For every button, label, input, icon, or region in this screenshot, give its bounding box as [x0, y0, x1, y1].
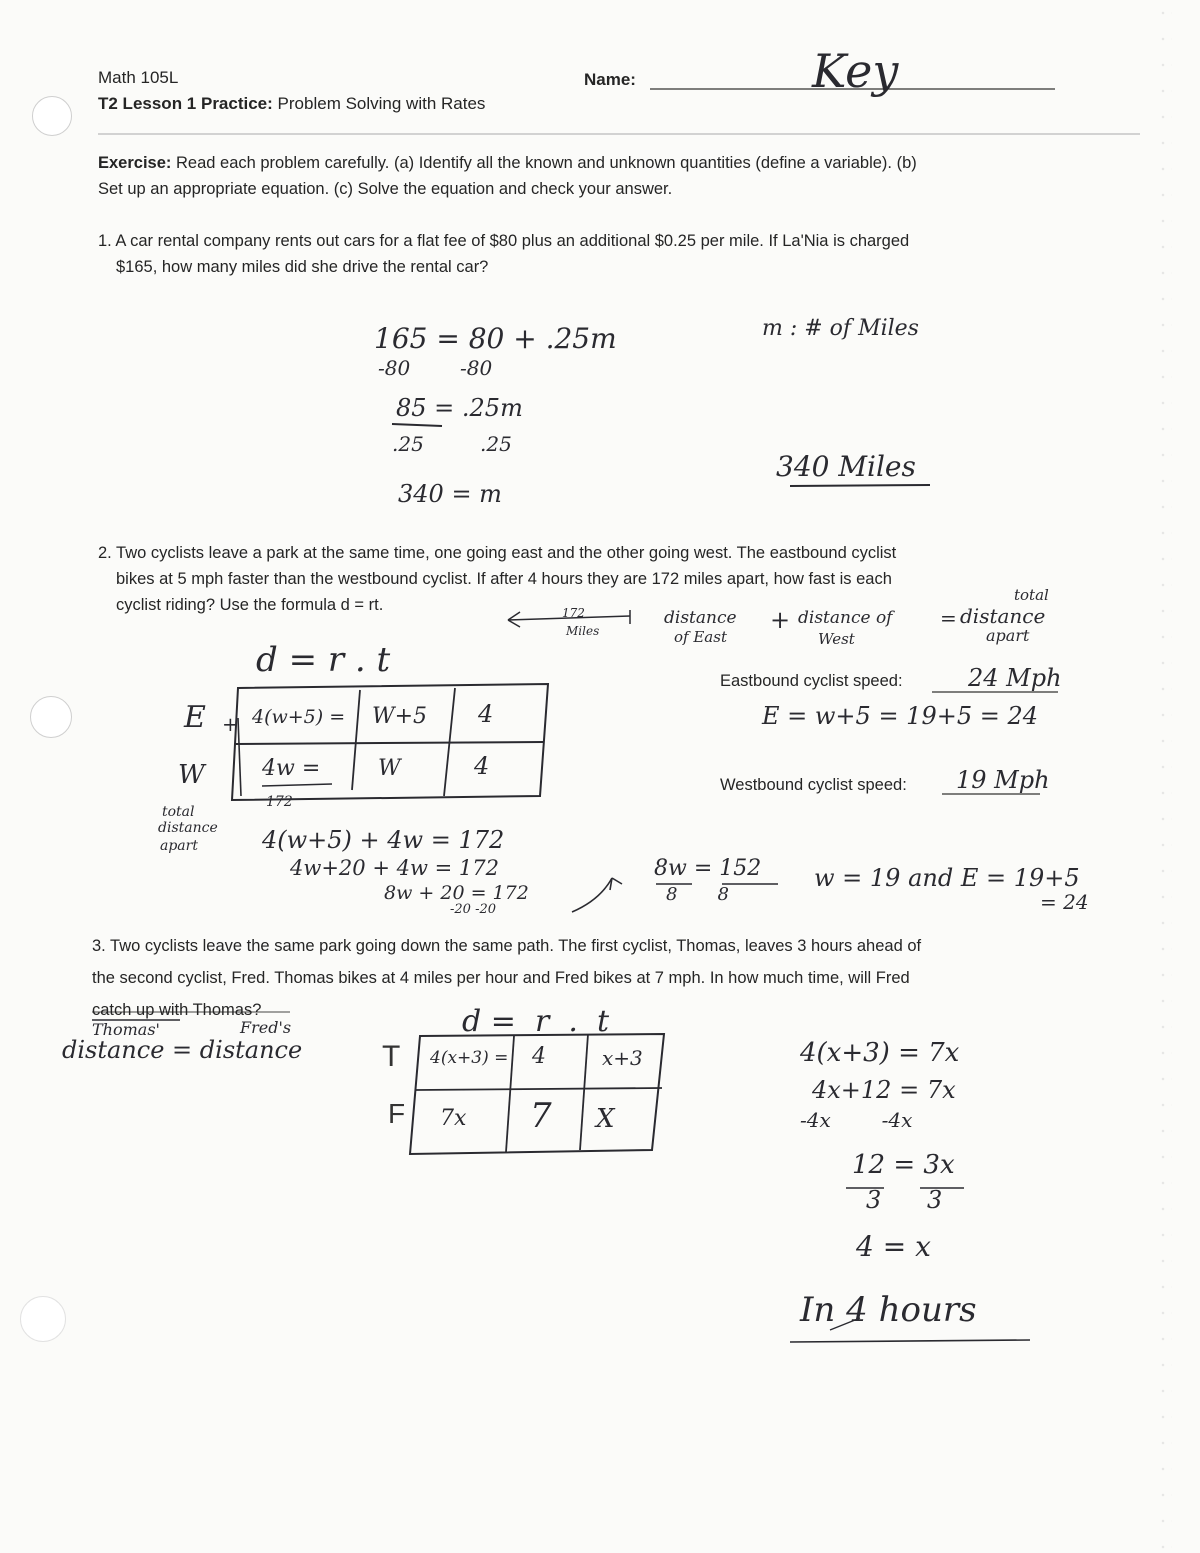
p2-total-3: apart: [986, 626, 1030, 645]
p2-work-result: w = 19 and E = 19+5: [814, 864, 1080, 892]
westbound-speed-label: Westbound cyclist speed:: [720, 776, 907, 794]
eastbound-speed-label: Eastbound cyclist speed:: [720, 672, 903, 690]
p2-dist-east-2: of East: [674, 628, 727, 646]
p3-work-equation-2: 4x+12 = 7x: [812, 1076, 956, 1104]
eastbound-speed-answer[interactable]: 24 Mph: [968, 664, 1062, 692]
p2-row-e-time: 4: [478, 700, 494, 728]
p2-side-note-1: total: [162, 804, 195, 820]
westbound-speed-answer[interactable]: 19 Mph: [956, 766, 1050, 794]
p2-side-note-3: apart: [160, 838, 198, 854]
p1-divide-left: .25: [392, 432, 424, 456]
p2-dist-east-1: distance: [664, 608, 737, 628]
p1-variable-definition: m : # of Miles: [762, 316, 919, 341]
p2-row-e-plus: +: [222, 712, 239, 736]
p2-total-2: distance: [960, 604, 1046, 628]
p3-work-equation-3: 12 = 3x: [852, 1150, 955, 1180]
p2-work-equation-4: 8w = 152: [654, 856, 762, 881]
problem-2-line1: 2. Two cyclists leave a park at the same time, one going east and the other going west. The eastbound cyclist: [98, 544, 897, 562]
p3-answer: In 4 hours: [800, 1290, 977, 1330]
p2-work-equation-3: 8w + 20 = 172: [384, 882, 529, 904]
p3-row-f-label: F: [388, 1098, 406, 1129]
p2-row-e-rate: W+5: [372, 704, 428, 729]
p2-arrow-label-miles: Miles: [566, 624, 600, 638]
p3-row-t-distance: 4(x+3) =: [430, 1048, 509, 1068]
p3-row-f-rate: 7: [530, 1096, 552, 1136]
p2-work-equation-3-subtract: -20 -20: [450, 902, 497, 917]
problem-3-line3: catch up with Thomas?: [92, 1001, 262, 1019]
p3-work-equation-4: 4 = x: [856, 1230, 931, 1263]
p1-equation-3: 340 = m: [398, 480, 502, 508]
p3-row-f-time: X: [596, 1104, 615, 1134]
p2-work-equation-2: 4w+20 + 4w = 172: [290, 856, 499, 880]
p2-row-e-label: E: [184, 700, 206, 735]
name-field[interactable]: Key: [812, 44, 899, 98]
p2-dist-west-2: West: [818, 630, 855, 648]
problem-2-line2: bikes at 5 mph faster than the westbound cyclist. If after 4 hours they are 172 miles apart, how fast is each: [116, 570, 892, 588]
lesson-title: [98, 94, 485, 114]
p1-answer: 340 Miles: [776, 450, 916, 483]
p1-equation-2: 85 = .25m: [396, 394, 523, 422]
p2-work-result-2: = 24: [1040, 890, 1089, 914]
p2-side-note-2: distance: [158, 820, 218, 836]
p3-thomas-label: Thomas': [92, 1020, 160, 1039]
p2-total-1: total: [1014, 586, 1049, 604]
p3-work-equation-1: 4(x+3) = 7x: [800, 1038, 960, 1068]
p2-arrow-label-172: 172: [562, 606, 585, 620]
p2-table-header: d = r . t: [256, 640, 391, 680]
problem-2-line3: cyclist riding? Use the formula d = rt.: [116, 596, 384, 614]
lesson-topic: Problem Solving with Rates: [277, 94, 486, 113]
p1-subtract-right: -80: [460, 356, 493, 380]
p3-fred-label: Fred's: [240, 1018, 292, 1037]
p2-equals: =: [940, 606, 957, 630]
problem-3-line2: the second cyclist, Fred. Thomas bikes at 4 miles per hour and Fred bikes at 7 mph. In how much time, will Fred: [92, 969, 910, 987]
p3-distance-equation: distance = distance: [62, 1036, 303, 1064]
p3-row-f-distance: 7x: [440, 1106, 467, 1131]
p3-row-t-label: T: [382, 1040, 401, 1073]
problem-1-line1: 1. A car rental company rents out cars for a flat fee of $80 plus an additional $0.25 per mile. If La'Nia is charged: [98, 232, 910, 250]
exercise-instructions: [98, 150, 917, 202]
p2-work-equation-4-divide: 8 8: [666, 884, 729, 905]
p2-row-w-distance: 4w =: [262, 756, 321, 781]
exercise-text-line2: Set up an appropriate equation. (c) Solve the equation and check your answer.: [98, 180, 673, 198]
p3-work-equation-2-subtract: -4x -4x: [800, 1108, 913, 1132]
problem-1-text: [98, 228, 909, 280]
p1-subtract-left: -80: [378, 356, 411, 380]
problem-3-line1: 3. Two cyclists leave the same park going down the same path. The first cyclist, Thomas, leaves 3 hours ahead of: [92, 937, 922, 955]
p2-plus-sign: +: [770, 606, 791, 634]
p3-row-t-rate: 4: [532, 1044, 546, 1069]
p2-row-w-rate: W: [378, 756, 401, 781]
p3-work-equation-3-divide: 3 3: [866, 1186, 943, 1214]
p1-equation-1: 165 = 80 + .25m: [374, 322, 617, 355]
exercise-text-line1: Read each problem carefully. (a) Identify all the known and unknown quantities (define a variable). (b): [175, 154, 917, 172]
p2-east-check: E = w+5 = 19+5 = 24: [762, 702, 1038, 730]
name-label: Name:: [584, 70, 636, 89]
lesson-label: T2 Lesson 1 Practice:: [98, 94, 273, 113]
p3-table-header: d = r . t: [462, 1004, 610, 1039]
course-code: Math 105L: [98, 68, 179, 87]
p3-row-t-time: x+3: [602, 1046, 643, 1070]
p2-row-w-label: W: [178, 760, 205, 790]
p2-work-equation-1: 4(w+5) + 4w = 172: [262, 826, 505, 854]
p2-row-e-distance: 4(w+5) =: [252, 706, 346, 728]
problem-1-line2: $165, how many miles did she drive the rental car?: [116, 258, 489, 276]
p2-row-w-time: 4: [474, 752, 490, 780]
exercise-label: Exercise:: [98, 154, 172, 172]
p1-divide-right: .25: [480, 432, 512, 456]
p2-under-table: 172: [266, 794, 293, 810]
p2-dist-west-1: distance of: [798, 608, 893, 628]
